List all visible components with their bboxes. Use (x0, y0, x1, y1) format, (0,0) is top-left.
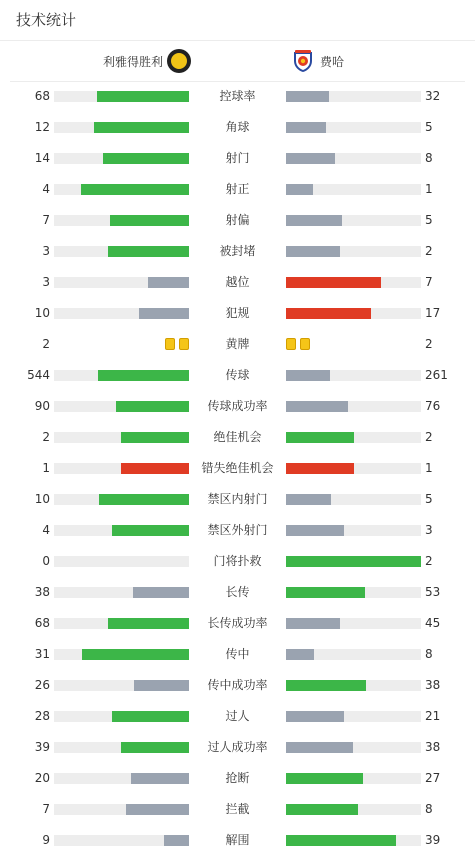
away-bar-fill (286, 184, 313, 195)
divider (0, 40, 475, 41)
away-bar-track (286, 91, 421, 102)
away-bar-track (286, 463, 421, 474)
stat-row (0, 391, 475, 422)
home-bar-track (54, 742, 189, 753)
home-bar-fill (121, 432, 189, 443)
home-bar-fill (97, 91, 189, 102)
stat-label: 禁区内射门 (207, 492, 268, 506)
stat-label: 被封堵 (219, 244, 256, 258)
stat-label: 拦截 (225, 802, 250, 816)
home-value: 10 (34, 492, 50, 506)
stat-label: 传球 (225, 368, 250, 382)
away-value: 8 (425, 151, 433, 165)
home-bar-track (54, 494, 189, 505)
home-value: 4 (42, 523, 50, 537)
stat-row (0, 701, 475, 732)
home-value: 39 (34, 740, 50, 754)
away-team-name: 费哈 (320, 54, 345, 69)
away-value: 17 (425, 306, 441, 320)
away-bar-track (286, 122, 421, 133)
home-value: 68 (34, 616, 50, 630)
away-bar-track (286, 277, 421, 288)
home-bar-fill (108, 246, 189, 257)
stat-row (0, 112, 475, 143)
stat-label: 射偏 (225, 213, 250, 227)
yellow-card-icon (300, 338, 310, 350)
home-bar-fill (108, 618, 189, 629)
home-bar-track (54, 835, 189, 846)
away-bar-track (286, 711, 421, 722)
home-value: 1 (42, 461, 50, 475)
home-bar-track (54, 711, 189, 722)
away-value: 2 (425, 554, 433, 568)
home-value: 7 (42, 213, 50, 227)
home-bar-fill (121, 463, 189, 474)
away-bar-fill (286, 587, 365, 598)
home-bar-track (54, 649, 189, 660)
home-value: 12 (34, 120, 50, 134)
home-value: 4 (42, 182, 50, 196)
stat-row (0, 422, 475, 453)
away-bar-track (286, 246, 421, 257)
stat-row (0, 515, 475, 546)
stat-row (0, 732, 475, 763)
away-bar-track (286, 618, 421, 629)
stat-label: 射门 (225, 151, 250, 165)
home-bar-fill (112, 525, 189, 536)
away-bar-fill (286, 835, 396, 846)
teams-header (0, 48, 475, 74)
home-value: 20 (34, 771, 50, 785)
away-bar-fill (286, 711, 344, 722)
stat-row (0, 763, 475, 794)
home-value: 2 (42, 430, 50, 444)
stat-label: 绝佳机会 (213, 430, 262, 444)
away-value: 5 (425, 213, 433, 227)
away-value: 1 (425, 461, 433, 475)
home-bar-track (54, 804, 189, 815)
stat-row (0, 205, 475, 236)
away-cards (286, 338, 310, 350)
home-bar-fill (81, 184, 189, 195)
home-value: 7 (42, 802, 50, 816)
stat-row (0, 639, 475, 670)
home-value: 0 (42, 554, 50, 568)
yellow-card-icon (179, 338, 189, 350)
home-bar-track (54, 184, 189, 195)
home-bar-fill (148, 277, 189, 288)
away-bar-track (286, 556, 421, 567)
home-bar-track (54, 277, 189, 288)
home-bar-track (54, 773, 189, 784)
stat-row (0, 81, 475, 112)
away-bar-fill (286, 804, 358, 815)
home-bar-track (54, 308, 189, 319)
home-team[interactable] (103, 48, 191, 74)
away-bar-fill (286, 153, 335, 164)
away-bar-fill (286, 91, 329, 102)
home-bar-track (54, 525, 189, 536)
home-team-logo-icon (167, 49, 191, 73)
stat-row (0, 546, 475, 577)
away-bar-fill (286, 370, 330, 381)
home-bar-track (54, 401, 189, 412)
away-bar-track (286, 432, 421, 443)
away-value: 261 (425, 368, 448, 382)
stat-row (0, 484, 475, 515)
home-bar-track (54, 153, 189, 164)
stat-label: 传中 (225, 647, 250, 661)
away-bar-track (286, 804, 421, 815)
home-bar-fill (103, 153, 189, 164)
away-value: 21 (425, 709, 441, 723)
stat-label: 长传成功率 (207, 616, 268, 630)
away-bar-fill (286, 556, 421, 567)
away-bar-fill (286, 122, 326, 133)
away-bar-track (286, 308, 421, 319)
stat-label: 犯规 (225, 306, 250, 320)
away-bar-track (286, 494, 421, 505)
home-bar-track (54, 463, 189, 474)
away-bar-fill (286, 525, 344, 536)
home-value: 90 (34, 399, 50, 413)
home-bar-track (54, 370, 189, 381)
away-bar-track (286, 401, 421, 412)
stat-row (0, 453, 475, 484)
home-value: 2 (42, 337, 50, 351)
away-bar-fill (286, 432, 354, 443)
away-bar-track (286, 153, 421, 164)
away-value: 2 (425, 337, 433, 351)
stat-row (0, 174, 475, 205)
away-bar-track (286, 649, 421, 660)
home-value: 544 (27, 368, 50, 382)
stat-row (0, 267, 475, 298)
away-value: 76 (425, 399, 441, 413)
away-bar-fill (286, 308, 371, 319)
away-value: 8 (425, 647, 433, 661)
stat-label: 越位 (225, 275, 250, 289)
away-value: 39 (425, 833, 441, 847)
home-bar-track (54, 680, 189, 691)
home-bar-fill (112, 711, 189, 722)
stat-label: 禁区外射门 (207, 523, 268, 537)
away-value: 5 (425, 120, 433, 134)
home-bar-track (54, 122, 189, 133)
home-value: 3 (42, 275, 50, 289)
stat-row (0, 298, 475, 329)
home-value: 9 (42, 833, 50, 847)
home-value: 38 (34, 585, 50, 599)
stat-row (0, 825, 475, 856)
away-bar-fill (286, 649, 314, 660)
home-bar-fill (131, 773, 189, 784)
home-bar-track (54, 91, 189, 102)
yellow-card-icon (286, 338, 296, 350)
stat-label: 抢断 (225, 771, 250, 785)
stat-row (0, 670, 475, 701)
away-value: 8 (425, 802, 433, 816)
home-value: 3 (42, 244, 50, 258)
away-bar-fill (286, 773, 363, 784)
away-team[interactable] (290, 48, 344, 74)
stat-label: 长传 (225, 585, 250, 599)
home-bar-fill (126, 804, 189, 815)
stat-label: 传球成功率 (207, 399, 268, 413)
away-bar-track (286, 773, 421, 784)
away-value: 1 (425, 182, 433, 196)
away-bar-fill (286, 463, 354, 474)
stat-row (0, 236, 475, 267)
home-bar-track (54, 587, 189, 598)
away-bar-track (286, 742, 421, 753)
home-value: 28 (34, 709, 50, 723)
home-value: 14 (34, 151, 50, 165)
home-team-name: 利雅得胜利 (102, 54, 163, 69)
away-bar-fill (286, 494, 331, 505)
home-value: 31 (34, 647, 50, 661)
home-bar-fill (82, 649, 189, 660)
stat-row (0, 608, 475, 639)
stat-label: 错失绝佳机会 (201, 461, 274, 475)
home-cards (165, 338, 189, 350)
away-value: 5 (425, 492, 433, 506)
home-bar-fill (110, 215, 189, 226)
yellow-card-icon (165, 338, 175, 350)
away-bar-track (286, 525, 421, 536)
away-value: 38 (425, 740, 441, 754)
home-bar-track (54, 556, 189, 567)
stat-label: 控球率 (219, 89, 256, 103)
away-bar-track (286, 215, 421, 226)
home-bar-track (54, 246, 189, 257)
stat-row (0, 794, 475, 825)
home-bar-fill (134, 680, 189, 691)
home-value: 26 (34, 678, 50, 692)
stat-label: 角球 (225, 120, 250, 134)
away-bar-fill (286, 215, 342, 226)
home-value: 68 (34, 89, 50, 103)
home-bar-track (54, 432, 189, 443)
home-bar-fill (94, 122, 189, 133)
stats-table (0, 81, 475, 856)
away-value: 2 (425, 244, 433, 258)
away-value: 38 (425, 678, 441, 692)
stat-label: 门将扑救 (213, 554, 262, 568)
stat-label: 过人成功率 (207, 740, 268, 754)
away-bar-fill (286, 742, 353, 753)
away-value: 45 (425, 616, 441, 630)
away-bar-fill (286, 618, 340, 629)
away-team-logo-icon (290, 48, 316, 74)
stat-row (0, 143, 475, 174)
away-value: 27 (425, 771, 441, 785)
home-bar-fill (99, 494, 189, 505)
home-bar-fill (133, 587, 189, 598)
away-value: 7 (425, 275, 433, 289)
home-bar-fill (116, 401, 189, 412)
away-bar-track (286, 835, 421, 846)
home-bar-fill (164, 835, 189, 846)
home-bar-fill (121, 742, 189, 753)
away-value: 2 (425, 430, 433, 444)
stat-row (0, 577, 475, 608)
page-title: 技术统计 (16, 11, 77, 29)
stat-label: 过人 (225, 709, 250, 723)
stat-label: 射正 (225, 182, 250, 196)
home-bar-fill (139, 308, 189, 319)
away-bar-track (286, 184, 421, 195)
away-bar-track (286, 370, 421, 381)
stat-label: 传中成功率 (207, 678, 268, 692)
away-bar-fill (286, 277, 381, 288)
away-bar-fill (286, 680, 366, 691)
stat-row (0, 360, 475, 391)
away-value: 53 (425, 585, 441, 599)
away-bar-fill (286, 246, 340, 257)
away-value: 32 (425, 89, 441, 103)
stat-row (0, 329, 475, 360)
away-value: 3 (425, 523, 433, 537)
away-bar-fill (286, 401, 348, 412)
stat-label: 解围 (225, 833, 250, 847)
away-bar-track (286, 587, 421, 598)
home-bar-track (54, 215, 189, 226)
home-value: 10 (34, 306, 50, 320)
home-bar-fill (98, 370, 189, 381)
home-bar-track (54, 618, 189, 629)
stat-label: 黄牌 (225, 337, 250, 351)
away-bar-track (286, 680, 421, 691)
